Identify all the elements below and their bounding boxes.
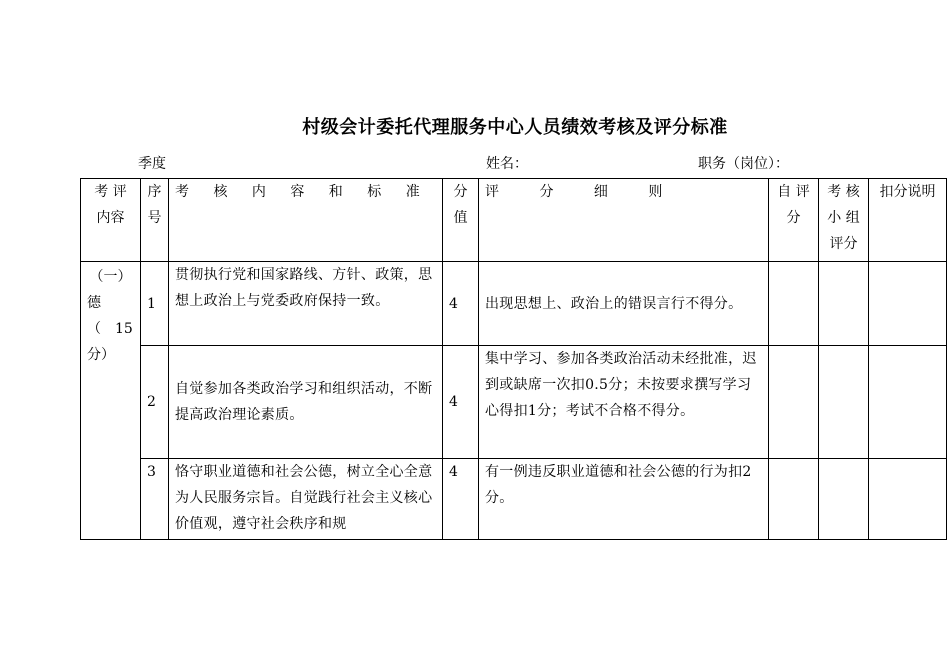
table-row xyxy=(81,346,947,459)
row-group-eval[interactable] xyxy=(819,262,869,346)
category-line: 德 xyxy=(87,295,101,311)
row-rules: 出现思想上、政治上的错误言行不得分。 xyxy=(479,262,769,346)
row-content: 自觉参加各类政治学习和组织活动，不断提高政治理论素质。 xyxy=(169,346,443,459)
header-score: 分值 xyxy=(443,179,479,262)
row-index: 1 xyxy=(141,262,169,346)
header-content: 考 核 内 容 和 标 准 xyxy=(169,179,443,262)
category-cell xyxy=(81,262,141,540)
header-self-eval: 自 评 分 xyxy=(769,179,819,262)
table-row xyxy=(81,262,947,346)
position-label: 职务（岗位）： xyxy=(698,156,789,172)
category-line: （一） xyxy=(89,269,132,285)
header-deduction: 扣分说明 xyxy=(869,179,947,262)
name-label: 姓名： xyxy=(486,156,528,172)
row-score: 4 xyxy=(443,459,479,540)
page-title: 村级会计委托代理服务中心人员绩效考核及评分标准 xyxy=(302,117,728,138)
score-table xyxy=(80,178,947,540)
row-score: 4 xyxy=(443,346,479,459)
row-rules: 集中学习、参加各类政治活动未经批准，迟到或缺席一次扣0.5分；未按要求撰写学习心得扣1分；考试不合格不得分。 xyxy=(479,346,769,459)
row-index: 3 xyxy=(141,459,169,540)
header-group-eval: 考 核 小 组 评分 xyxy=(819,179,869,262)
row-deduction[interactable] xyxy=(869,459,947,540)
row-index: 2 xyxy=(141,346,169,459)
row-rules: 有一例违反职业道德和社会公德的行为扣2分。 xyxy=(479,459,769,540)
category-line: （ 15 xyxy=(87,321,133,337)
row-group-eval[interactable] xyxy=(819,459,869,540)
header-rules: 评 分 细 则 xyxy=(479,179,769,262)
header-category: 考 评 内容 xyxy=(81,179,141,262)
table-row xyxy=(81,459,947,540)
season-label: 季度 xyxy=(138,156,166,172)
row-score: 4 xyxy=(443,262,479,346)
header-index: 序号 xyxy=(141,179,169,262)
row-group-eval[interactable] xyxy=(819,346,869,459)
row-deduction[interactable] xyxy=(869,346,947,459)
row-deduction[interactable] xyxy=(869,262,947,346)
row-self-eval[interactable] xyxy=(769,459,819,540)
row-content: 贯彻执行党和国家路线、方针、政策，思想上政治上与党委政府保持一致。 xyxy=(169,262,443,346)
table-header-row xyxy=(81,179,947,262)
category-line: 分） xyxy=(87,347,115,363)
row-self-eval[interactable] xyxy=(769,262,819,346)
row-content: 恪守职业道德和社会公德，树立全心全意为人民服务宗旨。自觉践行社会主义核心价值观，遵守社会秩序和规 xyxy=(169,459,443,540)
row-self-eval[interactable] xyxy=(769,346,819,459)
